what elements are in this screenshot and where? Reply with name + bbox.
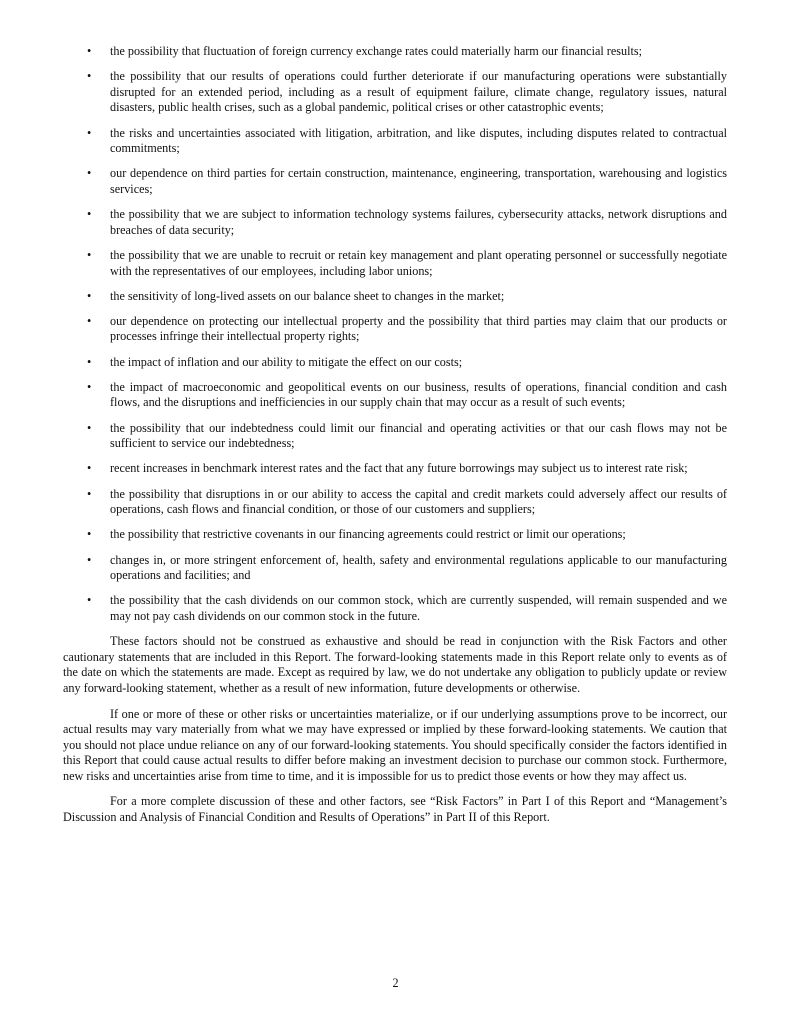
list-item-text: the possibility that our results of operations could further deteriorate if our manufacturing operations were substantially disrupted for an extended period, including as a result of equipment failure, climate change, regulatory issues, natural disasters, public health crises, such as a global pandemic, political crises or other catastrophic events; xyxy=(110,69,727,115)
list-item xyxy=(63,355,727,371)
list-item xyxy=(63,69,727,116)
list-item-text: our dependence on third parties for certain construction, maintenance, engineering, transportation, warehousing and logistics services; xyxy=(110,166,727,196)
bullet-icon: • xyxy=(87,527,92,542)
bullet-icon: • xyxy=(87,207,92,222)
list-item-text: the sensitivity of long-lived assets on our balance sheet to changes in the market; xyxy=(110,288,505,303)
list-item-text: the possibility that fluctuation of foreign currency exchange rates could materially harm our financial results; xyxy=(110,44,643,58)
list-item xyxy=(63,207,727,238)
bullet-icon: • xyxy=(87,44,92,58)
bullet-icon: • xyxy=(87,461,92,476)
list-item-text: the possibility that the cash dividends on our common stock, which are currently suspended, will remain suspended and we may not pay cash dividends on our common stock in the future. xyxy=(110,593,727,623)
document-page xyxy=(63,44,727,836)
list-item xyxy=(63,289,727,305)
list-item-text: the possibility that disruptions in or our ability to access the capital and credit markets could adversely affect our results of operations, cash flows and financial condition, or those of our customers and suppliers; xyxy=(110,486,727,517)
list-item-text: changes in, or more stringent enforcement of, health, safety and environmental regulations applicable to our manufacturing operations and facilities; and xyxy=(110,552,727,583)
list-item xyxy=(63,553,727,584)
risk-factor-list xyxy=(63,44,727,625)
list-item xyxy=(63,593,727,624)
bullet-icon: • xyxy=(87,354,92,369)
bullet-icon: • xyxy=(87,125,92,140)
cautionary-paragraph: These factors should not be construed as exhaustive and should be read in conjunction with the Risk Factors and other cautionary statements that are included in this Report. The forward-looking statements made in this Report relate only to events as of the date on which the statements are made. Except as required by law, we do not undertake any obligation to publicly update or review any forward-looking statement, whether as a result of new information, future developments or otherwise. xyxy=(63,634,727,695)
list-item xyxy=(63,487,727,518)
bullet-icon: • xyxy=(87,313,92,328)
bullet-icon: • xyxy=(87,486,92,501)
list-item-text: the possibility that we are subject to information technology systems failures, cybersecurity attacks, network disruptions and breaches of data security; xyxy=(110,207,727,237)
list-item xyxy=(63,527,727,543)
list-item xyxy=(63,314,727,345)
list-item-text: the possibility that we are unable to recruit or retain key management and plant operating personnel or successfully negotiate with the representatives of our employees, including labor unions; xyxy=(110,247,727,278)
list-item-text: the impact of inflation and our ability to mitigate the effect on our costs; xyxy=(110,354,463,369)
further-discussion-paragraph: For a more complete discussion of these and other factors, see “Risk Factors” in Part I of this Report and “Management’s Discussion and Analysis of Financial Condition and Results of Operations” in Part II of this Report. xyxy=(63,794,727,825)
list-item xyxy=(63,166,727,197)
list-item-text: the possibility that restrictive covenants in our financing agreements could restrict or limit our operations; xyxy=(110,527,626,542)
list-item xyxy=(63,380,727,411)
list-item-text: the risks and uncertainties associated with litigation, arbitration, and like disputes, including disputes related to contractual commitments; xyxy=(110,125,727,156)
list-item-text: recent increases in benchmark interest rates and the fact that any future borrowings may subject us to interest rate risk; xyxy=(110,461,688,476)
list-item-text: the possibility that our indebtedness could limit our financial and operating activities or that our cash flows may not be sufficient to service our indebtedness; xyxy=(110,420,727,451)
list-item xyxy=(63,421,727,452)
list-item-text: the impact of macroeconomic and geopolitical events on our business, results of operations, financial condition and cash flows, and the disruptions and inefficiencies in our supply chain that may occur as a result of such events; xyxy=(110,379,727,410)
bullet-icon: • xyxy=(87,420,92,435)
bullet-icon: • xyxy=(87,379,92,394)
bullet-icon: • xyxy=(87,288,92,303)
bullet-icon: • xyxy=(87,593,92,608)
list-item xyxy=(63,44,727,60)
bullet-icon: • xyxy=(87,552,92,567)
bullet-icon: • xyxy=(87,247,92,262)
list-item-text: our dependence on protecting our intellectual property and the possibility that third parties may claim that our products or processes infringe their intellectual property rights; xyxy=(110,313,727,344)
list-item xyxy=(63,248,727,279)
bullet-icon: • xyxy=(87,69,92,84)
bullet-icon: • xyxy=(87,166,92,181)
risk-materialize-paragraph: If one or more of these or other risks or uncertainties materialize, or if our underlying assumptions prove to be incorrect, our actual results may vary materially from what we may have expressed or implied by these forward-looking statements. We caution that you should not place undue reliance on any of our forward-looking statements. You should specifically consider the factors identified in this Report that could cause actual results to differ before making an investment decision to purchase our common stock. Furthermore, new risks and uncertainties arise from time to time, and it is impossible for us to predict those events or how they may affect us. xyxy=(63,706,727,783)
page-number: 2 xyxy=(392,976,399,990)
list-item xyxy=(63,126,727,157)
list-item xyxy=(63,461,727,477)
